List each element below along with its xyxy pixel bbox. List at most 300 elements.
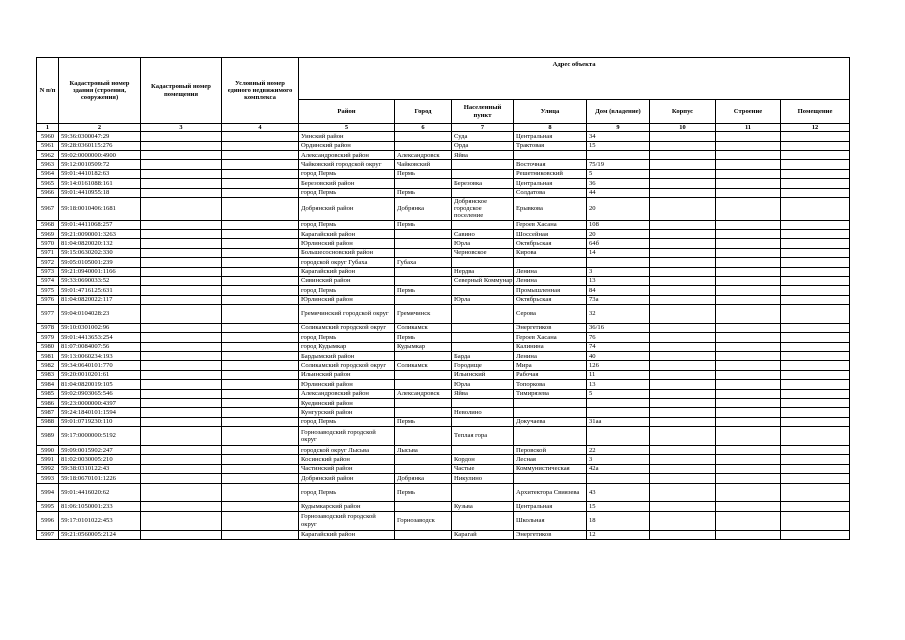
- cadastral-building-cell: 59:01:0719230:110: [59, 417, 141, 426]
- conditional-number-cell: [222, 179, 299, 188]
- settlement-cell: Теплая гора: [452, 427, 514, 446]
- city-cell: [395, 229, 452, 238]
- settlement-cell: [452, 286, 514, 295]
- room-cell: [781, 511, 850, 530]
- korpus-cell: [650, 342, 716, 351]
- street-cell: Промышленная: [514, 286, 587, 295]
- district-cell: Карагайский район: [299, 229, 395, 238]
- settlement-cell: Барда: [452, 352, 514, 361]
- settlement-cell: [452, 258, 514, 267]
- room-cell: [781, 267, 850, 276]
- settlement-cell: Яйва: [452, 389, 514, 398]
- room-cell: [781, 286, 850, 295]
- conditional-number-cell: [222, 417, 299, 426]
- cadastral-room-cell: [141, 380, 222, 389]
- house-cell: [587, 150, 650, 159]
- room-cell: [781, 258, 850, 267]
- settlement-cell: Юрла: [452, 239, 514, 248]
- table-row: [37, 229, 850, 238]
- conditional-number-cell: [222, 483, 299, 502]
- col-header-settlement: Населенный пункт: [452, 100, 514, 124]
- settlement-cell: [452, 483, 514, 502]
- row-number: 5973: [37, 267, 59, 276]
- building-cell: [716, 267, 781, 276]
- conditional-number-cell: [222, 258, 299, 267]
- table-row: [37, 398, 850, 407]
- conditional-number-cell: [222, 239, 299, 248]
- korpus-cell: [650, 267, 716, 276]
- row-number: 5981: [37, 352, 59, 361]
- city-cell: Пермь: [395, 169, 452, 178]
- house-cell: 14: [587, 248, 650, 257]
- korpus-cell: [650, 141, 716, 150]
- building-cell: [716, 295, 781, 304]
- cadastral-building-cell: 59:01:4410182:63: [59, 169, 141, 178]
- row-number: 5970: [37, 239, 59, 248]
- district-cell: Сивинский район: [299, 276, 395, 285]
- column-number: 6: [395, 124, 452, 132]
- house-cell: 44: [587, 188, 650, 197]
- cadastral-room-cell: [141, 342, 222, 351]
- conditional-number-cell: [222, 229, 299, 238]
- table-row: [37, 248, 850, 257]
- conditional-number-cell: [222, 323, 299, 332]
- conditional-number-cell: [222, 267, 299, 276]
- street-cell: Ленина: [514, 352, 587, 361]
- room-cell: [781, 464, 850, 473]
- column-number: 8: [514, 124, 587, 132]
- cadastral-room-cell: [141, 229, 222, 238]
- conditional-number-cell: [222, 445, 299, 454]
- conditional-number-cell: [222, 455, 299, 464]
- cadastral-building-cell: 59:14:0161088:161: [59, 179, 141, 188]
- settlement-cell: Ильинский: [452, 370, 514, 379]
- street-cell: [514, 474, 587, 483]
- building-cell: [716, 305, 781, 324]
- conditional-number-cell: [222, 464, 299, 473]
- table-row: [37, 511, 850, 530]
- city-cell: Александровск: [395, 389, 452, 398]
- korpus-cell: [650, 417, 716, 426]
- conditional-number-cell: [222, 160, 299, 169]
- house-cell: 43: [587, 483, 650, 502]
- house-cell: 13: [587, 380, 650, 389]
- conditional-number-cell: [222, 286, 299, 295]
- house-cell: [587, 474, 650, 483]
- building-cell: [716, 389, 781, 398]
- city-cell: [395, 502, 452, 511]
- row-number: 5975: [37, 286, 59, 295]
- col-header-street: Улица: [514, 100, 587, 124]
- row-number: 5988: [37, 417, 59, 426]
- col-header-address-group: Адрес объекта: [299, 58, 850, 100]
- conditional-number-cell: [222, 408, 299, 417]
- building-cell: [716, 141, 781, 150]
- building-cell: [716, 408, 781, 417]
- district-cell: город Пермь: [299, 286, 395, 295]
- cadastral-building-cell: 59:01:4413653:254: [59, 333, 141, 342]
- cadastral-building-cell: 59:34:0640101:770: [59, 361, 141, 370]
- district-cell: Косинский район: [299, 455, 395, 464]
- column-number: 5: [299, 124, 395, 132]
- room-cell: [781, 295, 850, 304]
- conditional-number-cell: [222, 141, 299, 150]
- row-number: 5993: [37, 474, 59, 483]
- house-cell: 11: [587, 370, 650, 379]
- table-row: [37, 179, 850, 188]
- building-cell: [716, 483, 781, 502]
- korpus-cell: [650, 258, 716, 267]
- settlement-cell: [452, 323, 514, 332]
- district-cell: Добрянский район: [299, 197, 395, 220]
- conditional-number-cell: [222, 530, 299, 539]
- cadastral-building-cell: 59:33:0690033:52: [59, 276, 141, 285]
- building-cell: [716, 342, 781, 351]
- district-cell: Горнозаводский городской округ: [299, 427, 395, 446]
- cadastral-building-cell: 59:21:0940001:1166: [59, 267, 141, 276]
- settlement-cell: Юрла: [452, 380, 514, 389]
- row-number: 5978: [37, 323, 59, 332]
- street-cell: Кирова: [514, 248, 587, 257]
- street-cell: Центральная: [514, 132, 587, 141]
- street-cell: Архитектора Свиязева: [514, 483, 587, 502]
- row-number: 5986: [37, 398, 59, 407]
- cadastral-building-cell: 59:28:0360115:276: [59, 141, 141, 150]
- table-row: [37, 295, 850, 304]
- cadastral-building-cell: 81:02:0030005:210: [59, 455, 141, 464]
- korpus-cell: [650, 229, 716, 238]
- building-cell: [716, 258, 781, 267]
- cadastral-room-cell: [141, 150, 222, 159]
- column-number: 10: [650, 124, 716, 132]
- city-cell: Пермь: [395, 286, 452, 295]
- col-header-conditional-number: Условный номер единого недвижимого комплекса: [222, 58, 299, 124]
- house-cell: 3: [587, 455, 650, 464]
- street-cell: Мира: [514, 361, 587, 370]
- city-cell: Губаха: [395, 258, 452, 267]
- district-cell: Чайковский городской округ: [299, 160, 395, 169]
- room-cell: [781, 160, 850, 169]
- conditional-number-cell: [222, 197, 299, 220]
- city-cell: Горнозаводск: [395, 511, 452, 530]
- cadastral-room-cell: [141, 179, 222, 188]
- building-cell: [716, 361, 781, 370]
- settlement-cell: [452, 398, 514, 407]
- room-cell: [781, 132, 850, 141]
- column-number-row: [37, 124, 850, 132]
- district-cell: Кунгурский район: [299, 408, 395, 417]
- district-cell: Александровский район: [299, 389, 395, 398]
- cadastral-room-cell: [141, 445, 222, 454]
- korpus-cell: [650, 352, 716, 361]
- cadastral-building-cell: 59:13:0060234:193: [59, 352, 141, 361]
- street-cell: Калинина: [514, 342, 587, 351]
- row-number: 5968: [37, 220, 59, 229]
- cadastral-building-cell: 81:04:0820019:105: [59, 380, 141, 389]
- house-cell: 73а: [587, 295, 650, 304]
- cadastral-room-cell: [141, 239, 222, 248]
- table-row: [37, 417, 850, 426]
- settlement-cell: Яйва: [452, 150, 514, 159]
- korpus-cell: [650, 239, 716, 248]
- city-cell: [395, 276, 452, 285]
- room-cell: [781, 502, 850, 511]
- district-cell: город Пермь: [299, 483, 395, 502]
- row-number: 5991: [37, 455, 59, 464]
- table-row: [37, 141, 850, 150]
- street-cell: Ерывкова: [514, 197, 587, 220]
- room-cell: [781, 380, 850, 389]
- district-cell: Бардымский район: [299, 352, 395, 361]
- street-cell: Коммунистическая: [514, 464, 587, 473]
- district-cell: Куединский район: [299, 398, 395, 407]
- room-cell: [781, 398, 850, 407]
- district-cell: Большесосновский район: [299, 248, 395, 257]
- row-number: 5969: [37, 229, 59, 238]
- korpus-cell: [650, 398, 716, 407]
- room-cell: [781, 333, 850, 342]
- building-cell: [716, 474, 781, 483]
- row-number: 5984: [37, 380, 59, 389]
- district-cell: город Пермь: [299, 169, 395, 178]
- settlement-cell: Юрла: [452, 295, 514, 304]
- street-cell: Школьная: [514, 511, 587, 530]
- table-row: [37, 389, 850, 398]
- room-cell: [781, 169, 850, 178]
- house-cell: 5: [587, 389, 650, 398]
- conditional-number-cell: [222, 295, 299, 304]
- district-cell: городской округ Лысьва: [299, 445, 395, 454]
- house-cell: 18: [587, 511, 650, 530]
- cadastral-building-cell: 59:01:4716125:631: [59, 286, 141, 295]
- city-cell: [395, 427, 452, 446]
- cadastral-room-cell: [141, 530, 222, 539]
- cadastral-room-cell: [141, 132, 222, 141]
- conditional-number-cell: [222, 511, 299, 530]
- cadastral-building-cell: 81:06:1050001:233: [59, 502, 141, 511]
- korpus-cell: [650, 474, 716, 483]
- settlement-cell: Кузьва: [452, 502, 514, 511]
- district-cell: Александровский район: [299, 150, 395, 159]
- korpus-cell: [650, 511, 716, 530]
- settlement-cell: [452, 305, 514, 324]
- city-cell: [395, 267, 452, 276]
- building-cell: [716, 248, 781, 257]
- settlement-cell: Березовка: [452, 179, 514, 188]
- korpus-cell: [650, 464, 716, 473]
- district-cell: Ильинский район: [299, 370, 395, 379]
- city-cell: [395, 295, 452, 304]
- conditional-number-cell: [222, 188, 299, 197]
- street-cell: Октябрьская: [514, 239, 587, 248]
- city-cell: Пермь: [395, 483, 452, 502]
- house-cell: 108: [587, 220, 650, 229]
- city-cell: Пермь: [395, 417, 452, 426]
- room-cell: [781, 474, 850, 483]
- cadastral-room-cell: [141, 502, 222, 511]
- conditional-number-cell: [222, 169, 299, 178]
- room-cell: [781, 323, 850, 332]
- street-cell: Трактовая: [514, 141, 587, 150]
- column-number: 12: [781, 124, 850, 132]
- cadastral-room-cell: [141, 188, 222, 197]
- district-cell: Уинский район: [299, 132, 395, 141]
- cadastral-room-cell: [141, 511, 222, 530]
- street-cell: Энергетиков: [514, 530, 587, 539]
- city-cell: Пермь: [395, 188, 452, 197]
- cadastral-room-cell: [141, 352, 222, 361]
- district-cell: Горнозаводский городской округ: [299, 511, 395, 530]
- cadastral-room-cell: [141, 483, 222, 502]
- row-number: 5965: [37, 179, 59, 188]
- conditional-number-cell: [222, 389, 299, 398]
- table-row: [37, 305, 850, 324]
- house-cell: 76: [587, 333, 650, 342]
- house-cell: 40: [587, 352, 650, 361]
- street-cell: Центральная: [514, 179, 587, 188]
- cadastral-building-cell: 59:38:0310122:43: [59, 464, 141, 473]
- cadastral-building-cell: 59:01:4411068:257: [59, 220, 141, 229]
- settlement-cell: Неволино: [452, 408, 514, 417]
- cadastral-room-cell: [141, 474, 222, 483]
- city-cell: [395, 239, 452, 248]
- cadastral-building-cell: 81:04:0820022:117: [59, 295, 141, 304]
- conditional-number-cell: [222, 305, 299, 324]
- cadastral-room-cell: [141, 389, 222, 398]
- room-cell: [781, 483, 850, 502]
- settlement-cell: [452, 417, 514, 426]
- table-row: [37, 188, 850, 197]
- cadastral-building-cell: 59:04:0104028:23: [59, 305, 141, 324]
- room-cell: [781, 305, 850, 324]
- row-number: 5964: [37, 169, 59, 178]
- column-number: 1: [37, 124, 59, 132]
- row-number: 5985: [37, 389, 59, 398]
- city-cell: [395, 455, 452, 464]
- street-cell: Солдатова: [514, 188, 587, 197]
- district-cell: Березовский район: [299, 179, 395, 188]
- house-cell: [587, 408, 650, 417]
- korpus-cell: [650, 502, 716, 511]
- cadastral-room-cell: [141, 295, 222, 304]
- room-cell: [781, 408, 850, 417]
- house-cell: [587, 427, 650, 446]
- city-cell: Чайковский: [395, 160, 452, 169]
- register-sheet: [36, 57, 849, 540]
- street-cell: Серова: [514, 305, 587, 324]
- street-cell: Решетниковский: [514, 169, 587, 178]
- street-cell: [514, 427, 587, 446]
- district-cell: Карагайский район: [299, 267, 395, 276]
- table-body: [37, 132, 850, 540]
- table-row: [37, 455, 850, 464]
- building-cell: [716, 455, 781, 464]
- cadastral-room-cell: [141, 248, 222, 257]
- settlement-cell: Черновское: [452, 248, 514, 257]
- house-cell: 15: [587, 141, 650, 150]
- district-cell: Карагайский район: [299, 530, 395, 539]
- cadastral-building-cell: 59:17:0101022:453: [59, 511, 141, 530]
- table-row: [37, 286, 850, 295]
- city-cell: Соликамск: [395, 323, 452, 332]
- house-cell: 12: [587, 530, 650, 539]
- korpus-cell: [650, 323, 716, 332]
- city-cell: Пермь: [395, 220, 452, 229]
- column-number: 4: [222, 124, 299, 132]
- house-cell: 5: [587, 169, 650, 178]
- settlement-cell: [452, 511, 514, 530]
- settlement-cell: Кордон: [452, 455, 514, 464]
- settlement-cell: Суда: [452, 132, 514, 141]
- cadastral-room-cell: [141, 408, 222, 417]
- settlement-cell: Карагай: [452, 530, 514, 539]
- table-row: [37, 150, 850, 159]
- room-cell: [781, 530, 850, 539]
- table-row: [37, 408, 850, 417]
- settlement-cell: [452, 445, 514, 454]
- cadastral-room-cell: [141, 220, 222, 229]
- room-cell: [781, 150, 850, 159]
- conditional-number-cell: [222, 398, 299, 407]
- korpus-cell: [650, 530, 716, 539]
- city-cell: [395, 380, 452, 389]
- korpus-cell: [650, 150, 716, 159]
- row-number: 5963: [37, 160, 59, 169]
- cadastral-room-cell: [141, 286, 222, 295]
- settlement-cell: Савино: [452, 229, 514, 238]
- column-number: 3: [141, 124, 222, 132]
- city-cell: Пермь: [395, 333, 452, 342]
- conditional-number-cell: [222, 276, 299, 285]
- house-cell: 84: [587, 286, 650, 295]
- house-cell: 42а: [587, 464, 650, 473]
- row-number: 5987: [37, 408, 59, 417]
- house-cell: 15: [587, 502, 650, 511]
- cadastral-building-cell: 59:10:0301002:96: [59, 323, 141, 332]
- row-number: 5966: [37, 188, 59, 197]
- street-cell: Героев Хасана: [514, 220, 587, 229]
- col-header-building: Строение: [716, 100, 781, 124]
- table-row: [37, 333, 850, 342]
- conditional-number-cell: [222, 132, 299, 141]
- column-number: 11: [716, 124, 781, 132]
- house-cell: [587, 258, 650, 267]
- building-cell: [716, 150, 781, 159]
- conditional-number-cell: [222, 248, 299, 257]
- room-cell: [781, 361, 850, 370]
- table-row: [37, 132, 850, 141]
- table-row: [37, 361, 850, 370]
- street-cell: [514, 150, 587, 159]
- house-cell: 3: [587, 267, 650, 276]
- room-cell: [781, 417, 850, 426]
- table-row: [37, 380, 850, 389]
- cadastral-building-cell: 59:18:0010406:1681: [59, 197, 141, 220]
- conditional-number-cell: [222, 342, 299, 351]
- table-row: [37, 370, 850, 379]
- city-cell: [395, 132, 452, 141]
- building-cell: [716, 502, 781, 511]
- korpus-cell: [650, 370, 716, 379]
- row-number: 5971: [37, 248, 59, 257]
- street-cell: Лесная: [514, 455, 587, 464]
- district-cell: Добрянский район: [299, 474, 395, 483]
- table-row: [37, 239, 850, 248]
- building-cell: [716, 132, 781, 141]
- house-cell: 20: [587, 229, 650, 238]
- table-row: [37, 483, 850, 502]
- building-cell: [716, 417, 781, 426]
